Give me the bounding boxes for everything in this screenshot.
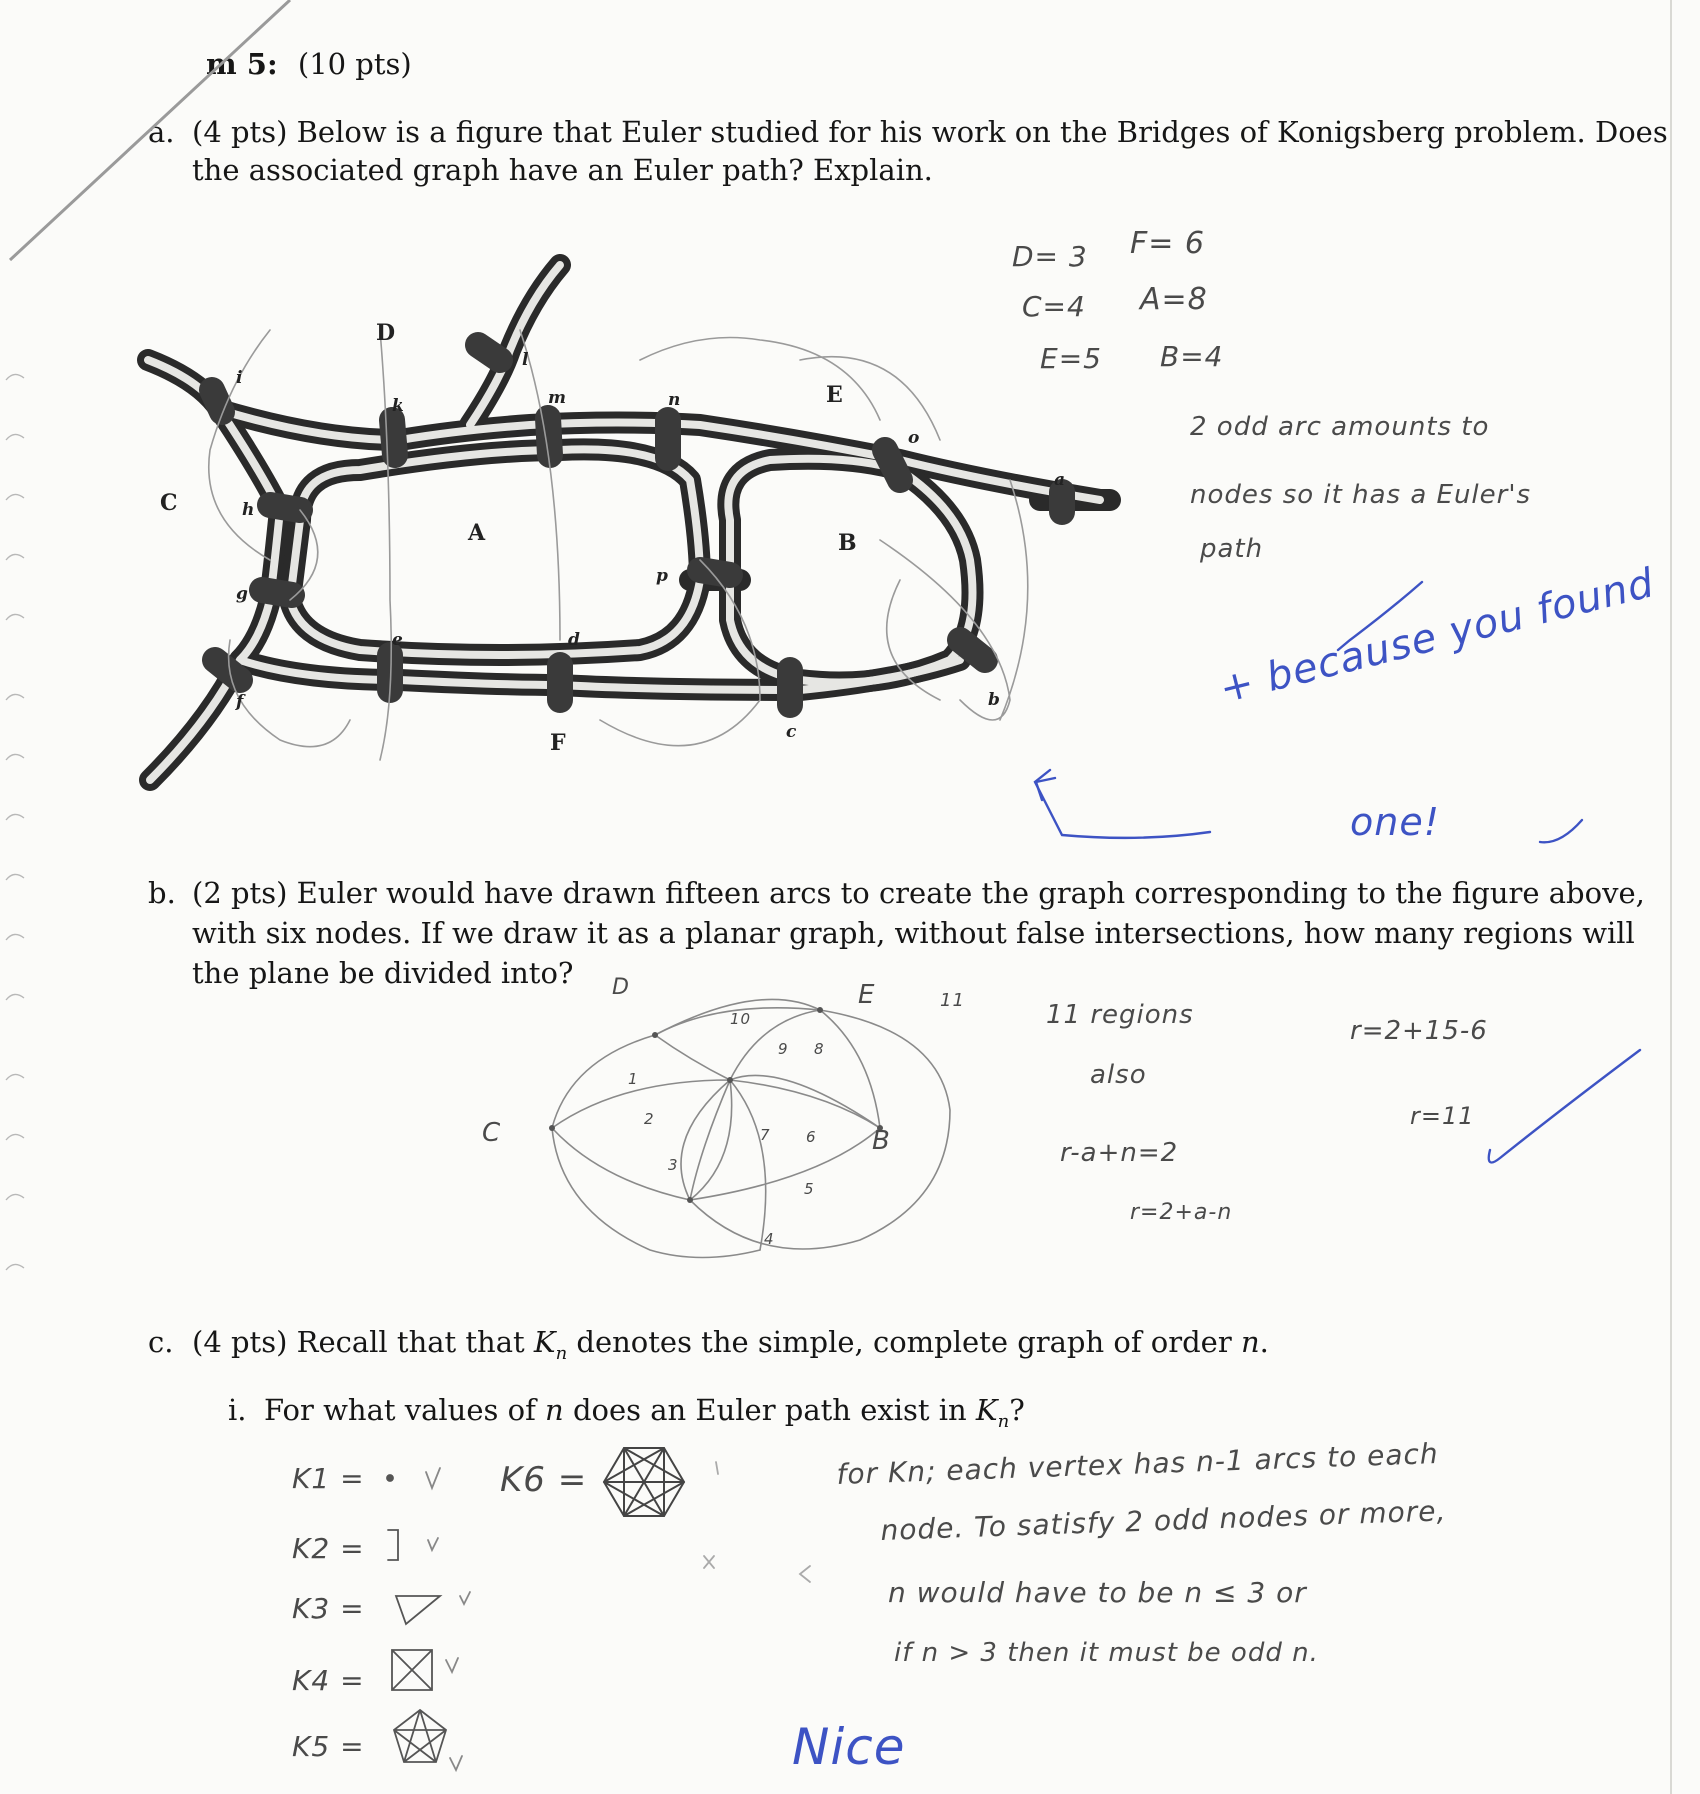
k5-label: K5 = (292, 1730, 365, 1763)
grade-nice: Nice (792, 1718, 906, 1776)
part-c-answer-line1: for Kn; each vertex has n-1 arcs to each (836, 1436, 1440, 1491)
part-b-marker: b. (148, 876, 176, 910)
bridge-p-label: p (656, 566, 668, 586)
k4-label: K4 = (292, 1664, 365, 1697)
sketch-node-e: E (858, 980, 876, 1010)
region-count-8: 8 (814, 1040, 825, 1058)
part-b-line2: with six nodes. If we draw it as a planar graph, without false intersections, how many regions will (192, 916, 1635, 950)
part-a-answer-line2: nodes so it has a Euler's (1190, 480, 1532, 510)
k6-label: K6 = (500, 1460, 588, 1500)
region-b-label: B (838, 530, 857, 556)
part-b-work-3: r-a+n=2 (1060, 1138, 1179, 1168)
k3-label: K3 = (292, 1592, 365, 1625)
region-count-9: 9 (778, 1040, 789, 1058)
region-count-11: 11 (940, 990, 965, 1011)
region-a-label: A (468, 520, 486, 546)
region-count-1: 1 (628, 1070, 639, 1088)
grader-comment-line1: + because you found (1215, 560, 1659, 713)
part-c-answer-line3: n would have to be n ≤ 3 or (888, 1576, 1307, 1609)
degree-e: E=5 (1040, 342, 1102, 375)
bridge-e-label: e (392, 630, 403, 650)
degree-d: D= 3 (1012, 240, 1088, 273)
region-count-10: 10 (730, 1010, 752, 1028)
part-b-work-2: also (1090, 1060, 1147, 1090)
bridge-g-label: g (236, 584, 248, 604)
bridge-a-label: a (1054, 470, 1066, 490)
part-b-line3: the plane be divided into? (192, 956, 574, 990)
region-e-label: E (826, 382, 843, 408)
region-d-label: D (376, 320, 396, 346)
region-count-5: 5 (804, 1180, 815, 1198)
part-c-intro: (4 pts) Recall that that $K_n$ denotes the simple, complete graph of order n. (192, 1325, 1269, 1364)
part-a-marker: a. (148, 115, 175, 149)
sketch-node-d: D (612, 975, 630, 1000)
bridge-i-label: i (236, 368, 243, 388)
k2-label: K2 = (292, 1532, 365, 1565)
part-a-line2: the associated graph have an Euler path? Explain. (192, 153, 933, 187)
bridge-b-label: b (988, 690, 1000, 710)
part-a-answer-line3: path (1200, 534, 1264, 564)
degree-b: B=4 (1160, 340, 1224, 373)
part-a-line1: (4 pts) Below is a figure that Euler studied for his work on the Bridges of Konigsberg problem. Does (192, 115, 1668, 149)
bridge-l-label: l (522, 350, 529, 370)
sketch-node-c: C (482, 1118, 502, 1148)
region-f-label: F (550, 730, 566, 756)
part-c-answer-line2: node. To satisfy 2 odd nodes or more, (880, 1494, 1447, 1547)
bridge-m-label: m (548, 388, 566, 408)
bridge-c-label: c (786, 722, 797, 742)
region-count-3: 3 (668, 1156, 679, 1174)
part-b-work-5: r=2+15-6 (1350, 1016, 1488, 1046)
part-b-line1: (2 pts) Euler would have drawn fifteen arcs to create the graph corresponding to the figure above, (192, 876, 1645, 910)
bridge-n-label: n (668, 390, 681, 410)
part-c-question-marker: i. (228, 1393, 247, 1427)
degree-a: A=8 (1140, 282, 1208, 317)
part-a-answer-line1: 2 odd arc amounts to (1190, 412, 1490, 442)
k1-label: K1 = (292, 1462, 365, 1495)
part-b-work-1: 11 regions (1046, 1000, 1194, 1030)
region-count-7: 7 (760, 1126, 771, 1144)
region-count-4: 4 (764, 1230, 775, 1248)
degree-f: F= 6 (1130, 226, 1206, 261)
part-c-marker: c. (148, 1325, 174, 1359)
degree-c: C=4 (1022, 290, 1086, 323)
bridge-o-label: o (908, 428, 920, 448)
problem-heading: m 5: (10 pts) (206, 47, 412, 81)
part-c-question: For what values of n does an Euler path exist in $K_n$? (264, 1393, 1025, 1432)
bridge-f-label: f (236, 692, 244, 712)
part-c-answer-line4: if n > 3 then it must be odd n. (894, 1638, 1319, 1668)
sketch-node-b: B (872, 1126, 891, 1156)
region-c-label: C (160, 490, 178, 516)
bridge-d-label: d (568, 630, 580, 650)
grader-comment-line2: one! (1350, 800, 1440, 844)
bridge-h-label: h (242, 500, 255, 520)
region-count-2: 2 (644, 1110, 655, 1128)
region-count-6: 6 (806, 1128, 817, 1146)
bridge-k-label: k (392, 396, 404, 416)
part-b-work-4: r=2+a-n (1130, 1200, 1233, 1225)
part-b-work-6: r=11 (1410, 1102, 1475, 1130)
